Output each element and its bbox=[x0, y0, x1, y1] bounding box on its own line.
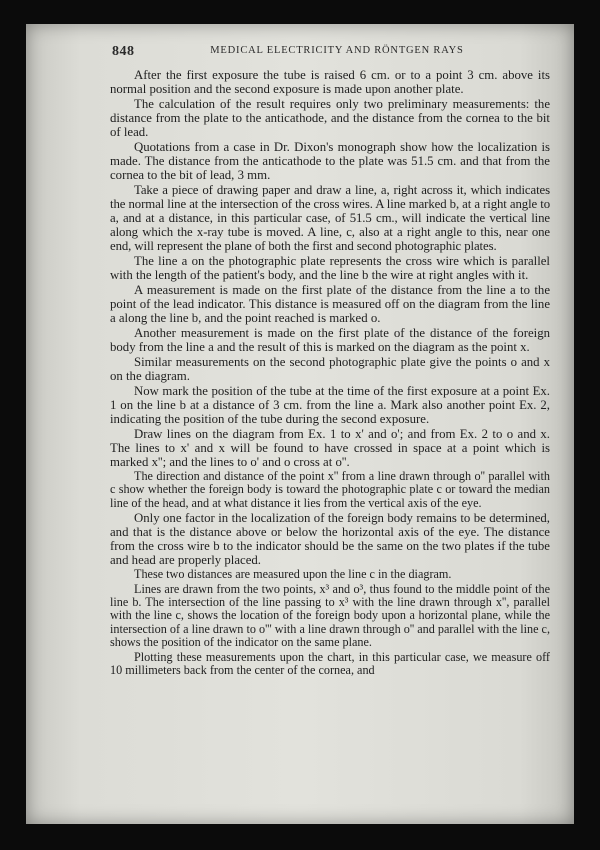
paragraph: A measurement is made on the first plate of the distance from the line a to the point of the lead indicator. This distance is measured off on the diagram from the line a along the line b, and the point reached is marked o. bbox=[110, 283, 550, 325]
paragraph: Take a piece of drawing paper and draw a line, a, right across it, which indicates the normal line at the intersection of the cross wires. A line marked b, at a right angle to a, and at a distance, in this particular case, of 51.5 cm., will indicate the vertical line along which the x-ray tube is moved. A line, c, also at a right angle to this, near one end, will represent the plane of both the first and second photographic plates. bbox=[110, 183, 550, 253]
paragraph: Lines are drawn from the two points, x³ and o³, thus found to the middle point of the line b. The intersection of the line passing to x³ with the line drawn through x'', parallel with the line c, shows the location of the foreign body upon a horizontal plane, while the intersection of a line drawn to o''' with a line drawn through o'' and parallel with the line c, shows the position of the indicator on the same plane. bbox=[110, 581, 550, 650]
paragraph: Draw lines on the diagram from Ex. 1 to x' and o'; and from Ex. 2 to o and x. The lines to x' and x will be found to have crossed in space at a point which is marked x''; and the lines to o' and o cross at o''. bbox=[110, 427, 550, 469]
page-body bbox=[110, 68, 550, 678]
paragraph: The direction and distance of the point x'' from a line drawn through o'' parallel with c show whether the foreign body is toward the photographic plate c or toward the median line of the head, and at what distance it lies from the vertical axis of the eye. bbox=[110, 469, 550, 510]
paragraph: The line a on the photographic plate represents the cross wire which is parallel with the length of the patient's body, and the line b the wire at right angles with it. bbox=[110, 254, 550, 282]
paragraph: Similar measurements on the second photographic plate give the points o and x on the diagram. bbox=[110, 355, 550, 383]
paragraph: After the first exposure the tube is raised 6 cm. or to a point 3 cm. above its normal position and the second exposure is made upon another plate. bbox=[110, 68, 550, 96]
paragraph: Now mark the position of the tube at the time of the first exposure at a point Ex. 1 on the line b at a distance of 3 cm. from the line a. Mark also another point Ex. 2, indicating the position of the tube during the second exposure. bbox=[110, 384, 550, 426]
paragraph: Another measurement is made on the first plate of the distance of the foreign body from the line a and the result of this is marked on the diagram as the point x. bbox=[110, 326, 550, 354]
paragraph: Only one factor in the localization of the foreign body remains to be determined, and that is the distance above or below the horizontal axis of the eye. The distance from the cross wire b to the indicator should be the same on the two plates if the tube and head are properly placed. bbox=[110, 511, 550, 568]
paragraph: The calculation of the result requires only two preliminary measurements: the distance from the plate to the anticathode, and the distance from the cornea to the bit of lead. bbox=[110, 97, 550, 139]
paragraph: Quotations from a case in Dr. Dixon's monograph show how the localization is made. The distance from the anticathode to the plate was 51.5 cm. and that from the cornea to the bit of lead, 3 mm. bbox=[110, 140, 550, 182]
page-header bbox=[112, 44, 522, 60]
book-page bbox=[26, 24, 574, 824]
running-title: MEDICAL ELECTRICITY AND RÖNTGEN RAYS bbox=[210, 45, 464, 56]
paragraph: Plotting these measurements upon the chart, in this particular case, we measure off 10 millimeters back from the center of the cornea, and bbox=[110, 649, 550, 678]
page-number: 848 bbox=[112, 44, 135, 59]
paragraph: These two distances are measured upon the line c in the diagram. bbox=[134, 567, 452, 582]
